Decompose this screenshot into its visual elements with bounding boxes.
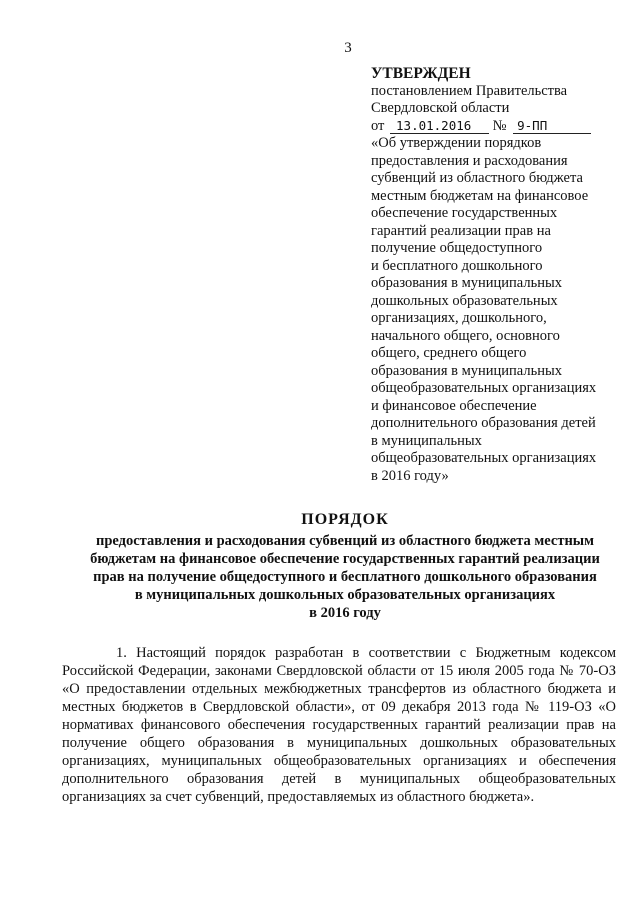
decree-date: 13.01.2016 [390,119,489,134]
decree-title-line: субвенций из областного бюджета [371,170,583,186]
approved-label: УТВЕРЖДЕН [371,65,471,82]
decree-title-line: местным бюджетам на финансовое [371,187,589,204]
decree-title-line: «Об утверждении порядков [371,135,542,151]
decree-title-line: образования в муниципальных [371,362,562,379]
decree-title-line: общего, среднего общего [371,345,527,361]
decree-title-line: дополнительного образования детей [371,415,596,431]
decree-title-line: в муниципальных [371,432,482,449]
approval-block [371,65,616,485]
decree-number: 9-ПП [513,119,591,134]
order-subtitle-line: в муниципальных дошкольных образовательных организациях [134,587,556,603]
decree-title-line: и бесплатного дошкольного [371,257,543,274]
order-title: ПОРЯДОК [301,511,389,528]
decree-title-line: общеобразовательных организациях [371,380,597,396]
decree-title-line: обеспечение государственных [371,205,558,221]
decree-title-line: общеобразовательных организациях [371,450,597,466]
order-subtitle-line: предоставления и расходования субвенций из областного бюджета местным [96,533,594,549]
decree-title-line: и финансовое обеспечение [371,397,537,414]
number-prefix: № [492,117,507,134]
order-subtitle-line: в 2016 году [309,605,381,621]
issuer-line: постановлением Правительства [371,82,568,99]
body-paragraph: 1. Настоящий порядок разработан в соответствии с Бюджетным кодексом Российской Федерации, законами Свердловской области от 15 июля 2005 года № 70-ОЗ «О предоставлении отдельных межбюджетных трансфертов из областного бюджета и местных бюджетов в Свердловской области», от 09 декабря 2013 года № 119-ОЗ «О нормативах финансового обеспечения государственных гарантий реализации прав на получение общего образования в муниципальных дошкольных образовательных организациях, муниципальных общеобразовательных организациях и обеспечения дополнительного образования детей в муниципальных общеобразовательных организациях за счет субвенций, предоставляемых из областного бюджета». [62,645,616,805]
decree-title-line: в 2016 году» [371,467,449,484]
registration-line [371,118,616,136]
decree-title-line: получение общедоступного [371,240,543,256]
decree-title-line: образования в муниципальных [371,275,562,291]
date-prefix: от [371,117,385,134]
issuer-line: Свердловской области [371,100,510,116]
page-number: 3 [344,40,352,56]
order-subtitle [50,532,640,622]
decree-title [371,135,616,485]
order-subtitle-line: бюджетам на финансовое обеспечение государственных гарантий реализации [90,551,600,567]
decree-title-line: дошкольных образовательных [371,292,558,309]
decree-title-line: гарантий реализации прав на [371,222,551,239]
decree-title-line: начального общего, основного [371,327,560,344]
order-subtitle-line: прав на получение общедоступного и бесплатного дошкольного образования [93,569,597,585]
decree-title-line: организациях, дошкольного, [371,310,547,326]
decree-title-line: предоставления и расходования [371,152,568,169]
order-heading [50,510,640,622]
